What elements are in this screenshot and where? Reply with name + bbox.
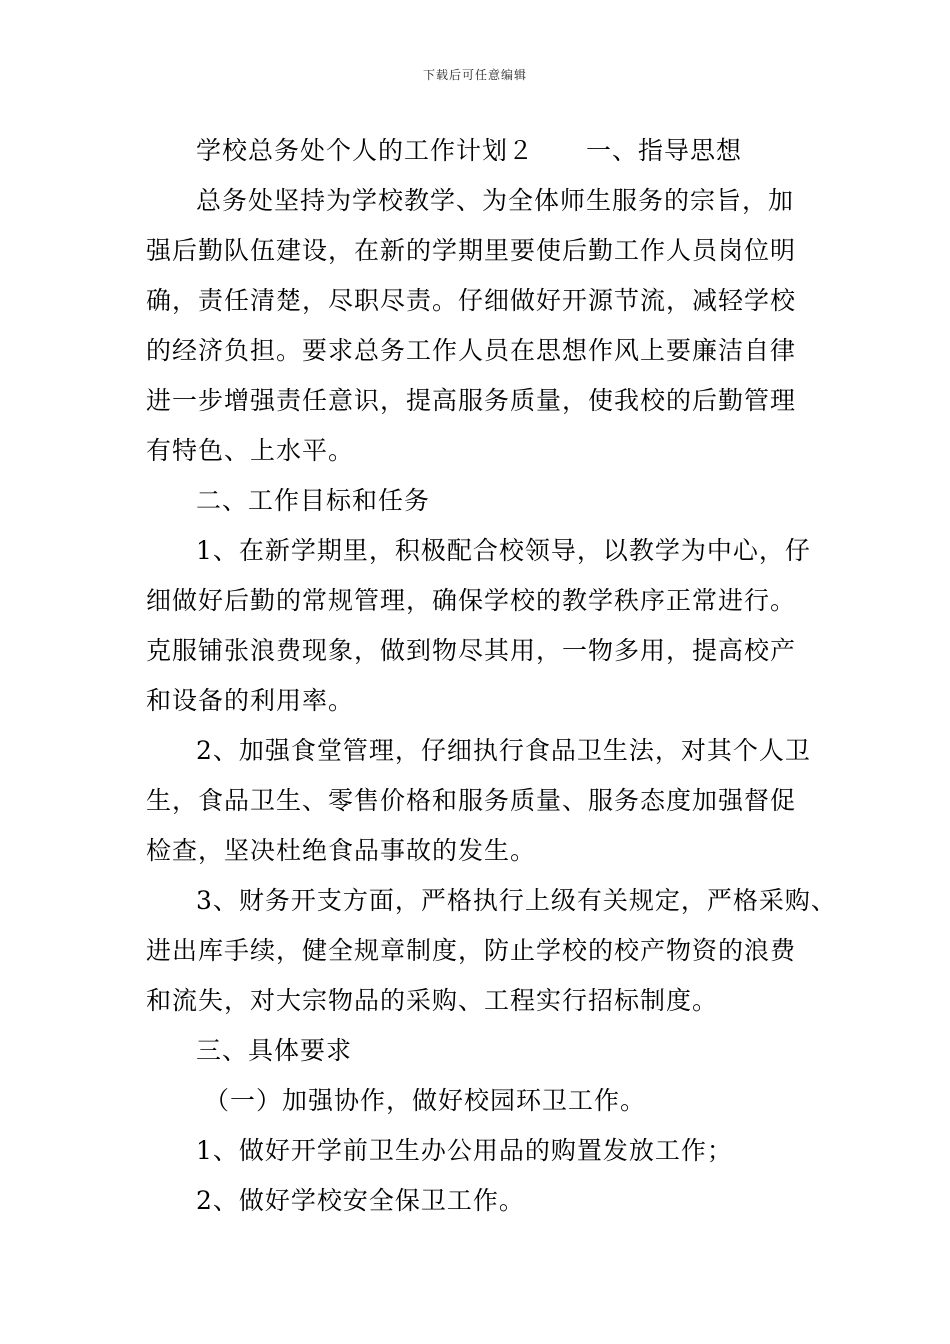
title-line [146, 126, 836, 176]
paragraph-line: 强后勤队伍建设，在新的学期里要使后勤工作人员岗位明 [146, 236, 797, 265]
paragraph-line: 细做好后勤的常规管理，确保学校的教学秩序正常进行。 [146, 586, 797, 615]
section-heading-3: 三、具体要求 [196, 1036, 353, 1065]
paragraph-line: 和流失，对大宗物品的采购、工程实行招标制度。 [146, 986, 719, 1015]
paragraph-line: 1、在新学期里，积极配合校领导，以教学为中心，仔 [196, 536, 811, 565]
paragraph-line: 生，食品卫生、零售价格和服务质量、服务态度加强督促 [146, 786, 797, 815]
paragraph-line: 总务处坚持为学校教学、为全体师生服务的宗旨，加 [196, 186, 795, 215]
paragraph-line: 3、财务开支方面，严格执行上级有关规定，严格采购、 [196, 886, 837, 915]
header-note: 下载后可任意编辑 [422, 68, 527, 82]
paragraph-line: 和设备的利用率。 [146, 686, 355, 715]
paragraph-line: 确，责任清楚，尽职尽责。仔细做好开源节流，减轻学校 [146, 286, 797, 315]
document-body [146, 126, 836, 1226]
document-title: 学校总务处个人的工作计划２ [196, 136, 535, 165]
paragraph-line: 检查，坚决杜绝食品事故的发生。 [146, 836, 537, 865]
subsection-heading: （一）加强协作，做好校园环卫工作。 [204, 1086, 647, 1115]
list-item: 2、做好学校安全保卫工作。 [196, 1186, 525, 1215]
section-heading-2: 二、工作目标和任务 [196, 486, 431, 515]
list-item: 1、做好开学前卫生办公用品的购置发放工作； [196, 1136, 733, 1165]
paragraph-line: 2、加强食堂管理，仔细执行食品卫生法，对其个人卫 [196, 736, 811, 765]
paragraph-line: 有特色、上水平。 [146, 436, 355, 465]
paragraph-line: 进一步增强责任意识，提高服务质量，使我校的后勤管理 [146, 386, 797, 415]
paragraph-line: 克服铺张浪费现象，做到物尽其用，一物多用，提高校产 [146, 636, 797, 665]
section-heading-1: 一、指导思想 [586, 136, 743, 165]
paragraph-line: 的经济负担。要求总务工作人员在思想作风上要廉洁自律 [146, 336, 797, 365]
paragraph-line: 进出库手续，健全规章制度，防止学校的校产物资的浪费 [146, 936, 797, 965]
